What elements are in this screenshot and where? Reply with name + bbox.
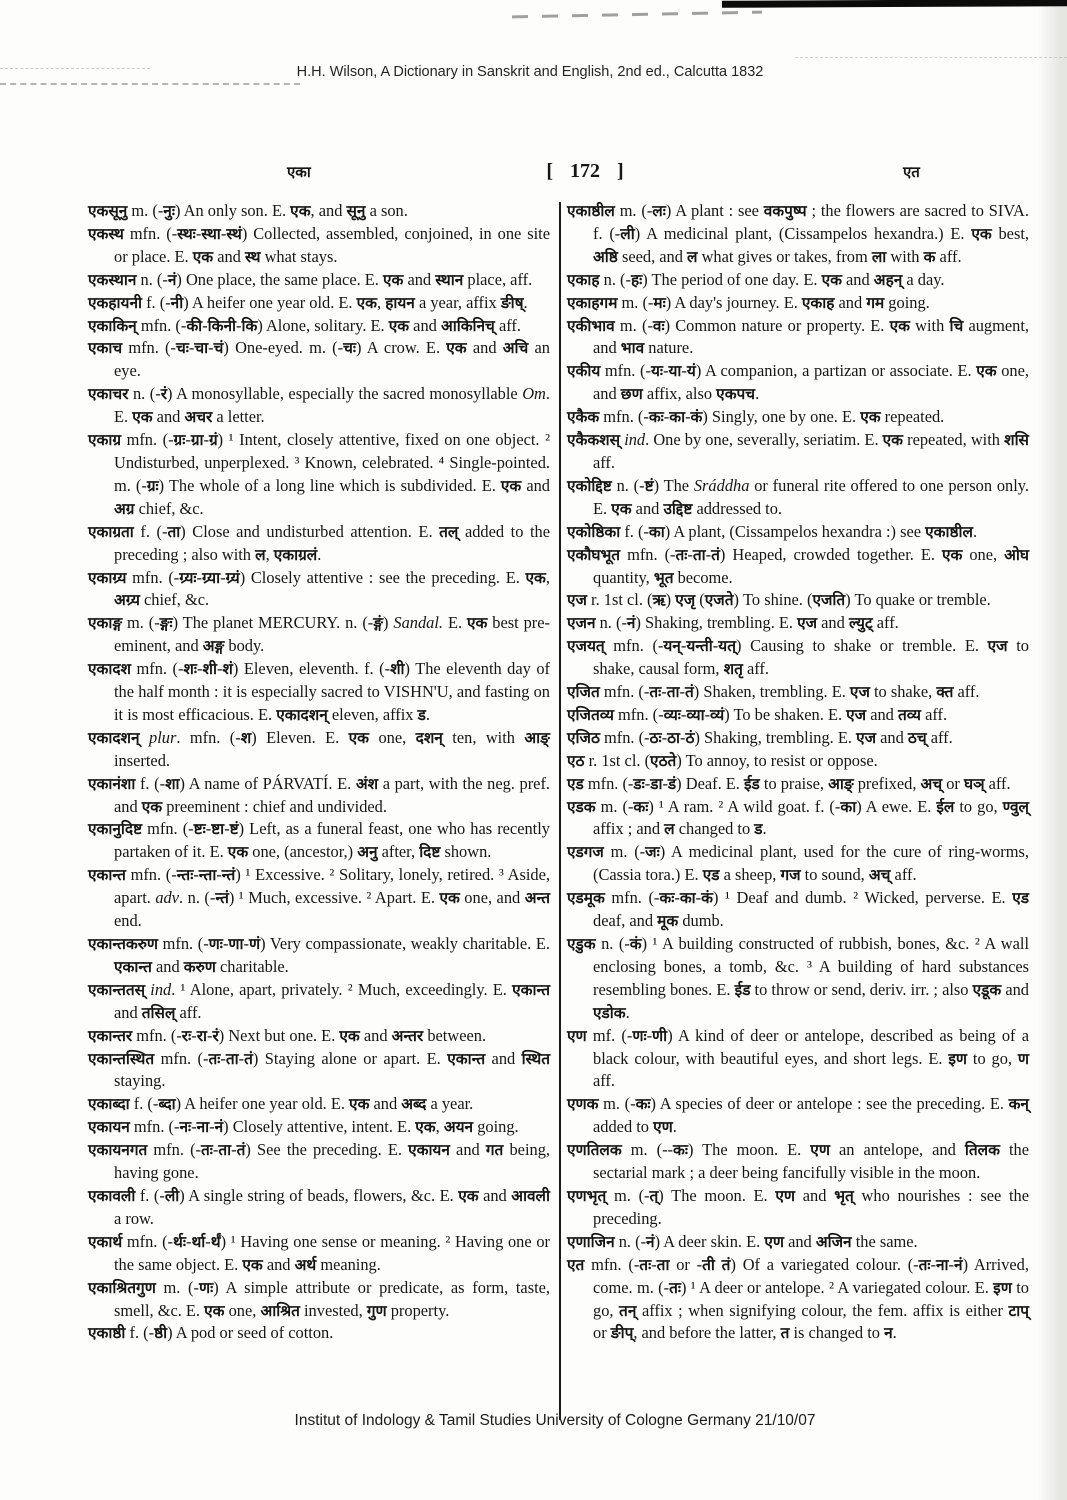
dictionary-entry: एजितव्य mfn. (-व्यः-व्या-व्यं) To be shaken. E. एज and तव्य aff.	[567, 704, 948, 724]
dictionary-entry: एणभृत् m. (-त्) The moon. E. एण and भृत् who nourishes : see the preceding.	[567, 1185, 1029, 1228]
dictionary-columns	[88, 200, 1029, 1420]
dictionary-entry: एकान्तकरुण mfn. (-णः-णा-णं) Very compassionate, weakly charitable. E. एकान्त and करुण charitable.	[88, 934, 550, 976]
dictionary-entry: एकाह n. (-हः) The period of one day. E. एक and अहन् a day.	[567, 269, 945, 289]
scan-artifact-dashes	[512, 11, 762, 19]
column-divider-rule	[559, 202, 561, 1420]
dictionary-entry: एजन n. (-नं) Shaking, trembling. E. एज and ल्युट् aff.	[567, 613, 899, 633]
running-head-left-word: एका	[287, 163, 311, 181]
running-head-right-word: एत	[903, 163, 920, 181]
dictionary-entry: एडमूक mfn. (-कः-का-कं) ¹ Deaf and dumb. ² Wicked, perverse. E. एड deaf, and मूक dumb.	[567, 888, 1029, 931]
attribution-line: H.H. Wilson, A Dictionary in Sanskrit and English, 2nd ed., Calcutta 1832	[296, 64, 764, 80]
dictionary-entry: एकाङ्ग m. (-ङ्गः) The planet MERCURY. n. (-ङ्गं) Sandal. E. एक best pre-eminent, and अङ्ग body.	[88, 613, 550, 656]
dictionary-entry: एकायनगत mfn. (-तः-ता-तं) See the preceding. E. एकायन and गत being, having gone.	[88, 1140, 550, 1183]
right-column	[567, 200, 1029, 1420]
dictionary-entry: एकान्तर mfn. (-रः-रा-रं) Next but one. E. एक and अन्तर between.	[88, 1025, 487, 1045]
dictionary-entry: एकोद्दिष्ट n. (-ष्टं) The Sráddha or funeral rite offered to one person only. E. एक and उद्दिष्ट addressed to.	[567, 475, 1030, 518]
dictionary-entry: एकाकिन् mfn. (-की-किनी-कि) Alone, solitary. E. एक and आकिनिच् aff.	[88, 315, 521, 335]
scan-artifact-dashes	[0, 83, 300, 85]
dictionary-entry: एकोष्ठिका f. (-का) A plant, (Cissampelos hexandra :) see एकाष्ठील.	[567, 521, 978, 541]
dictionary-entry: एडक m. (-कः) ¹ A ram. ² A wild goat. f. (-का) A ewe. E. ईल to go, ण्वुल् affix ; and ल changed to ड.	[567, 796, 1029, 839]
dictionary-entry: एकाब्दा f. (-ब्दा) A heifer one year old. E. एक and अब्द a year.	[88, 1094, 474, 1114]
dictionary-entry: एकान्त mfn. (-न्तः-न्ता-न्तं) ¹ Excessive. ² Solitary, lonely, retired. ³ Aside, apart. adv. n. (-न्तं) ¹ Much, excessive. ² Apart. E. एक one, and अन्त end.	[88, 865, 551, 931]
dictionary-entry: एकस्थान n. (-नं) One place, the same place. E. एक and स्थान place, aff.	[88, 269, 533, 289]
dictionary-entry: एठ r. 1st cl. (एठते) To annoy, to resist or oppose.	[567, 750, 878, 770]
dictionary-entry: एड mfn. (-डः-डा-डं) Deaf. E. ईड to praise, आङ् prefixed, अच् or घञ् aff.	[567, 773, 1011, 793]
scan-artifact-top-bar	[722, 0, 1067, 8]
dictionary-entry: एकानुदिष्ट mfn. (-ष्टः-ष्टा-ष्टं) Left, as a funeral feast, one who has recently partaken of it. E. एक one, (ancestor,) अनु after, दिष्ट shown.	[88, 819, 550, 862]
dictionary-entry: एकाग्र्य mfn. (-ग्र्यः-ग्र्या-ग्र्यं) Closely attentive : see the preceding. E. एक, अग्र्य chief, &c.	[88, 567, 550, 610]
dictionary-entry: एकान्ततस् ind. ¹ Alone, apart, privately. ² Much, exceedingly. E. एकान्त and तसिल् aff.	[88, 979, 550, 1022]
dictionary-entry: एकान्तस्थित mfn. (-तः-ता-तं) Staying alone or apart. E. एकान्त and स्थित staying.	[88, 1048, 550, 1091]
dictionary-entry: एकौघभूत mfn. (-तः-ता-तं) Heaped, crowded together. E. एक one, ओघ quantity, भूत become.	[567, 544, 1029, 587]
dictionary-entry: एणाजिन n. (-नं) A deer skin. E. एण and अजिन the same.	[567, 1231, 918, 1251]
dictionary-entry: एत mfn. (-तः-ता or -ती तं) Of a variegated colour. (-तः-ना-नं) Arrived, come. m. (-तः) ¹ A deer or antelope. ² A variegated colour. E. इण to go, तन् affix ; when signifying colour, the fem. affix is either टाप् or ङीप्, and before the latter, त is changed to न.	[567, 1254, 1029, 1343]
dictionary-entry: एकावली f. (-ली) A single string of beads, flowers, &c. E. एक and आवली a row.	[88, 1185, 550, 1228]
dictionary-entry: एजित mfn. (-तः-ता-तं) Shaken, trembling. E. एज to shake, क्त aff.	[567, 682, 980, 702]
dictionary-entry: एकीभाव m. (-वः) Common nature or property. E. एक with चि augment, and भाव nature.	[567, 315, 1029, 358]
dictionary-entry: एणतिलक m. (--कः) The moon. E. एण an antelope, and तिलक the sectarial mark ; a deer being fancifully visible in the moon.	[567, 1140, 1029, 1183]
dictionary-entry: एकहायनी f. (-नी) A heifer one year old. E. एक, हायन a year, affix ङीष्.	[88, 292, 528, 312]
dictionary-entry: एडगज m. (-जः) A medicinal plant, used for the cure of ring-worms, (Cassia tora.) E. एड a sheep, गज to sound, अच् aff.	[567, 842, 1029, 885]
dictionary-entry: एज r. 1st cl. (ऋ) एजृ (एजते) To shine. (एजति) To quake or tremble.	[567, 590, 991, 610]
dictionary-entry: एजयत् mfn. (-यन्-यन्ती-यत्) Causing to shake or tremble. E. एज to shake, causal form, शतृ aff.	[567, 636, 1029, 679]
dictionary-entry: एकादशन् plur. mfn. (-श) Eleven. E. एक one, दशन् ten, with आङ् inserted.	[88, 727, 550, 770]
dictionary-entry: एकसूनु m. (-नुः) An only son. E. एक, and सूनु a son.	[88, 201, 408, 220]
dictionary-entry: एकाश्रितगुण m. (-णः) A simple attribute or predicate, as form, taste, smell, &c. E. एक one, आश्रित invested, गुण property.	[88, 1277, 550, 1320]
dictionary-entry: एकानंशा f. (-शा) A name of PÁRVATÍ. E. अंश a part, with the neg. pref. and एक preeminent : chief and undivided.	[88, 773, 551, 816]
dictionary-entry: एकाष्ठी f. (-ष्ठी) A pod or seed of cotton.	[88, 1323, 334, 1343]
dictionary-entry: एकाच mfn. (-चः-चा-चं) One-eyed. m. (-चः) A crow. E. एक and अचि an eye.	[88, 338, 550, 381]
running-head	[0, 160, 1067, 194]
dictionary-entry: एकार्थ mfn. (-र्थः-र्था-र्थं) ¹ Having one sense or meaning. ² Having one or the same object. E. एक and अर्थ meaning.	[88, 1231, 550, 1274]
dictionary-entry: एकीय mfn. (-यः-या-यं) A companion, a partizan or associate. E. एक one, and छण affix, also एकपच.	[567, 361, 1029, 404]
scan-artifact-dashes	[795, 57, 1067, 58]
dictionary-entry: एणक m. (-कः) A species of deer or antelope : see the preceding. E. कन् added to एण.	[567, 1094, 1029, 1137]
dictionary-entry: एजिठ mfn. (-ठः-ठा-ठं) Shaking, trembling. E. एज and ठच् aff.	[567, 727, 953, 747]
dictionary-entry: एकाग्रता f. (-ता) Close and undisturbed attention. E. तल् added to the preceding ; also with ल, एकाग्रलं.	[88, 521, 551, 564]
dictionary-entry: एकाहगम m. (-मः) A day's journey. E. एकाह and गम going.	[567, 292, 930, 312]
dictionary-entry: एकादश mfn. (-शः-शी-शं) Eleven, eleventh. f. (-शी) The eleventh day of the half month : it is especially sacred to VISHN'U, and fasting on it is most efficacious. E. एकादशन् eleven, affix ड.	[88, 659, 551, 724]
dictionary-entry: एण mf. (-णः-णी) A kind of deer or antelope, described as being of a black colour, with beautiful eyes, and short legs. E. इण to go, ण aff.	[567, 1025, 1030, 1091]
left-column	[88, 200, 550, 1420]
dictionary-entry: एकैकशस् ind. One by one, severally, seriatim. E. एक repeated, with शसि aff.	[567, 430, 1029, 472]
page-number: [ 172 ]	[546, 160, 624, 182]
footer-stamp: Institut of Indology & Tamil Studies University of Cologne Germany 21/10/07	[294, 1412, 816, 1429]
dictionary-entry: एडुक n. (-कं) ¹ A building constructed of rubbish, bones, &c. ² A wall enclosing bones, a tomb, &c. ³ A building of hard substances resembling bones. E. ईड to throw or send, deriv. irr. ; also एडूक and एडोक.	[567, 934, 1029, 1022]
dictionary-entry: एकाष्ठील m. (-लः) A plant : see वकपुष्प ; the flowers are sacred to SIVA. f. (-ली) A medicinal plant, (Cissampelos hexandra.) E. एक best, अष्ठि seed, and ल what gives or takes, from ला with क aff.	[567, 201, 1029, 266]
dictionary-entry: एकैक mfn. (-कः-का-कं) Singly, one by one. E. एक repeated.	[567, 407, 945, 427]
dictionary-entry: एकाचर n. (-रं) A monosyllable, especially the sacred monosyllable Om. E. एक and अचर a letter.	[88, 384, 551, 427]
dictionary-entry: एकस्थ mfn. (-स्थः-स्था-स्थं) Collected, assembled, conjoined, in one site or place. E. एक and स्थ what stays.	[88, 223, 550, 266]
dictionary-entry: एकाग्र mfn. (-ग्रः-ग्रा-ग्रं) ¹ Intent, closely attentive, fixed on one object. ² Undisturbed, unperplexed. ³ Known, celebrated. ⁴ Single-pointed. m. (-ग्रः) The whole of a long line which is subdivided. E. एक and अग्र chief, &c.	[88, 430, 550, 518]
dictionary-entry: एकायन mfn. (-नः-ना-नं) Closely attentive, intent. E. एक, अयन going.	[88, 1117, 519, 1137]
scan-edge-shading	[1037, 0, 1067, 1500]
